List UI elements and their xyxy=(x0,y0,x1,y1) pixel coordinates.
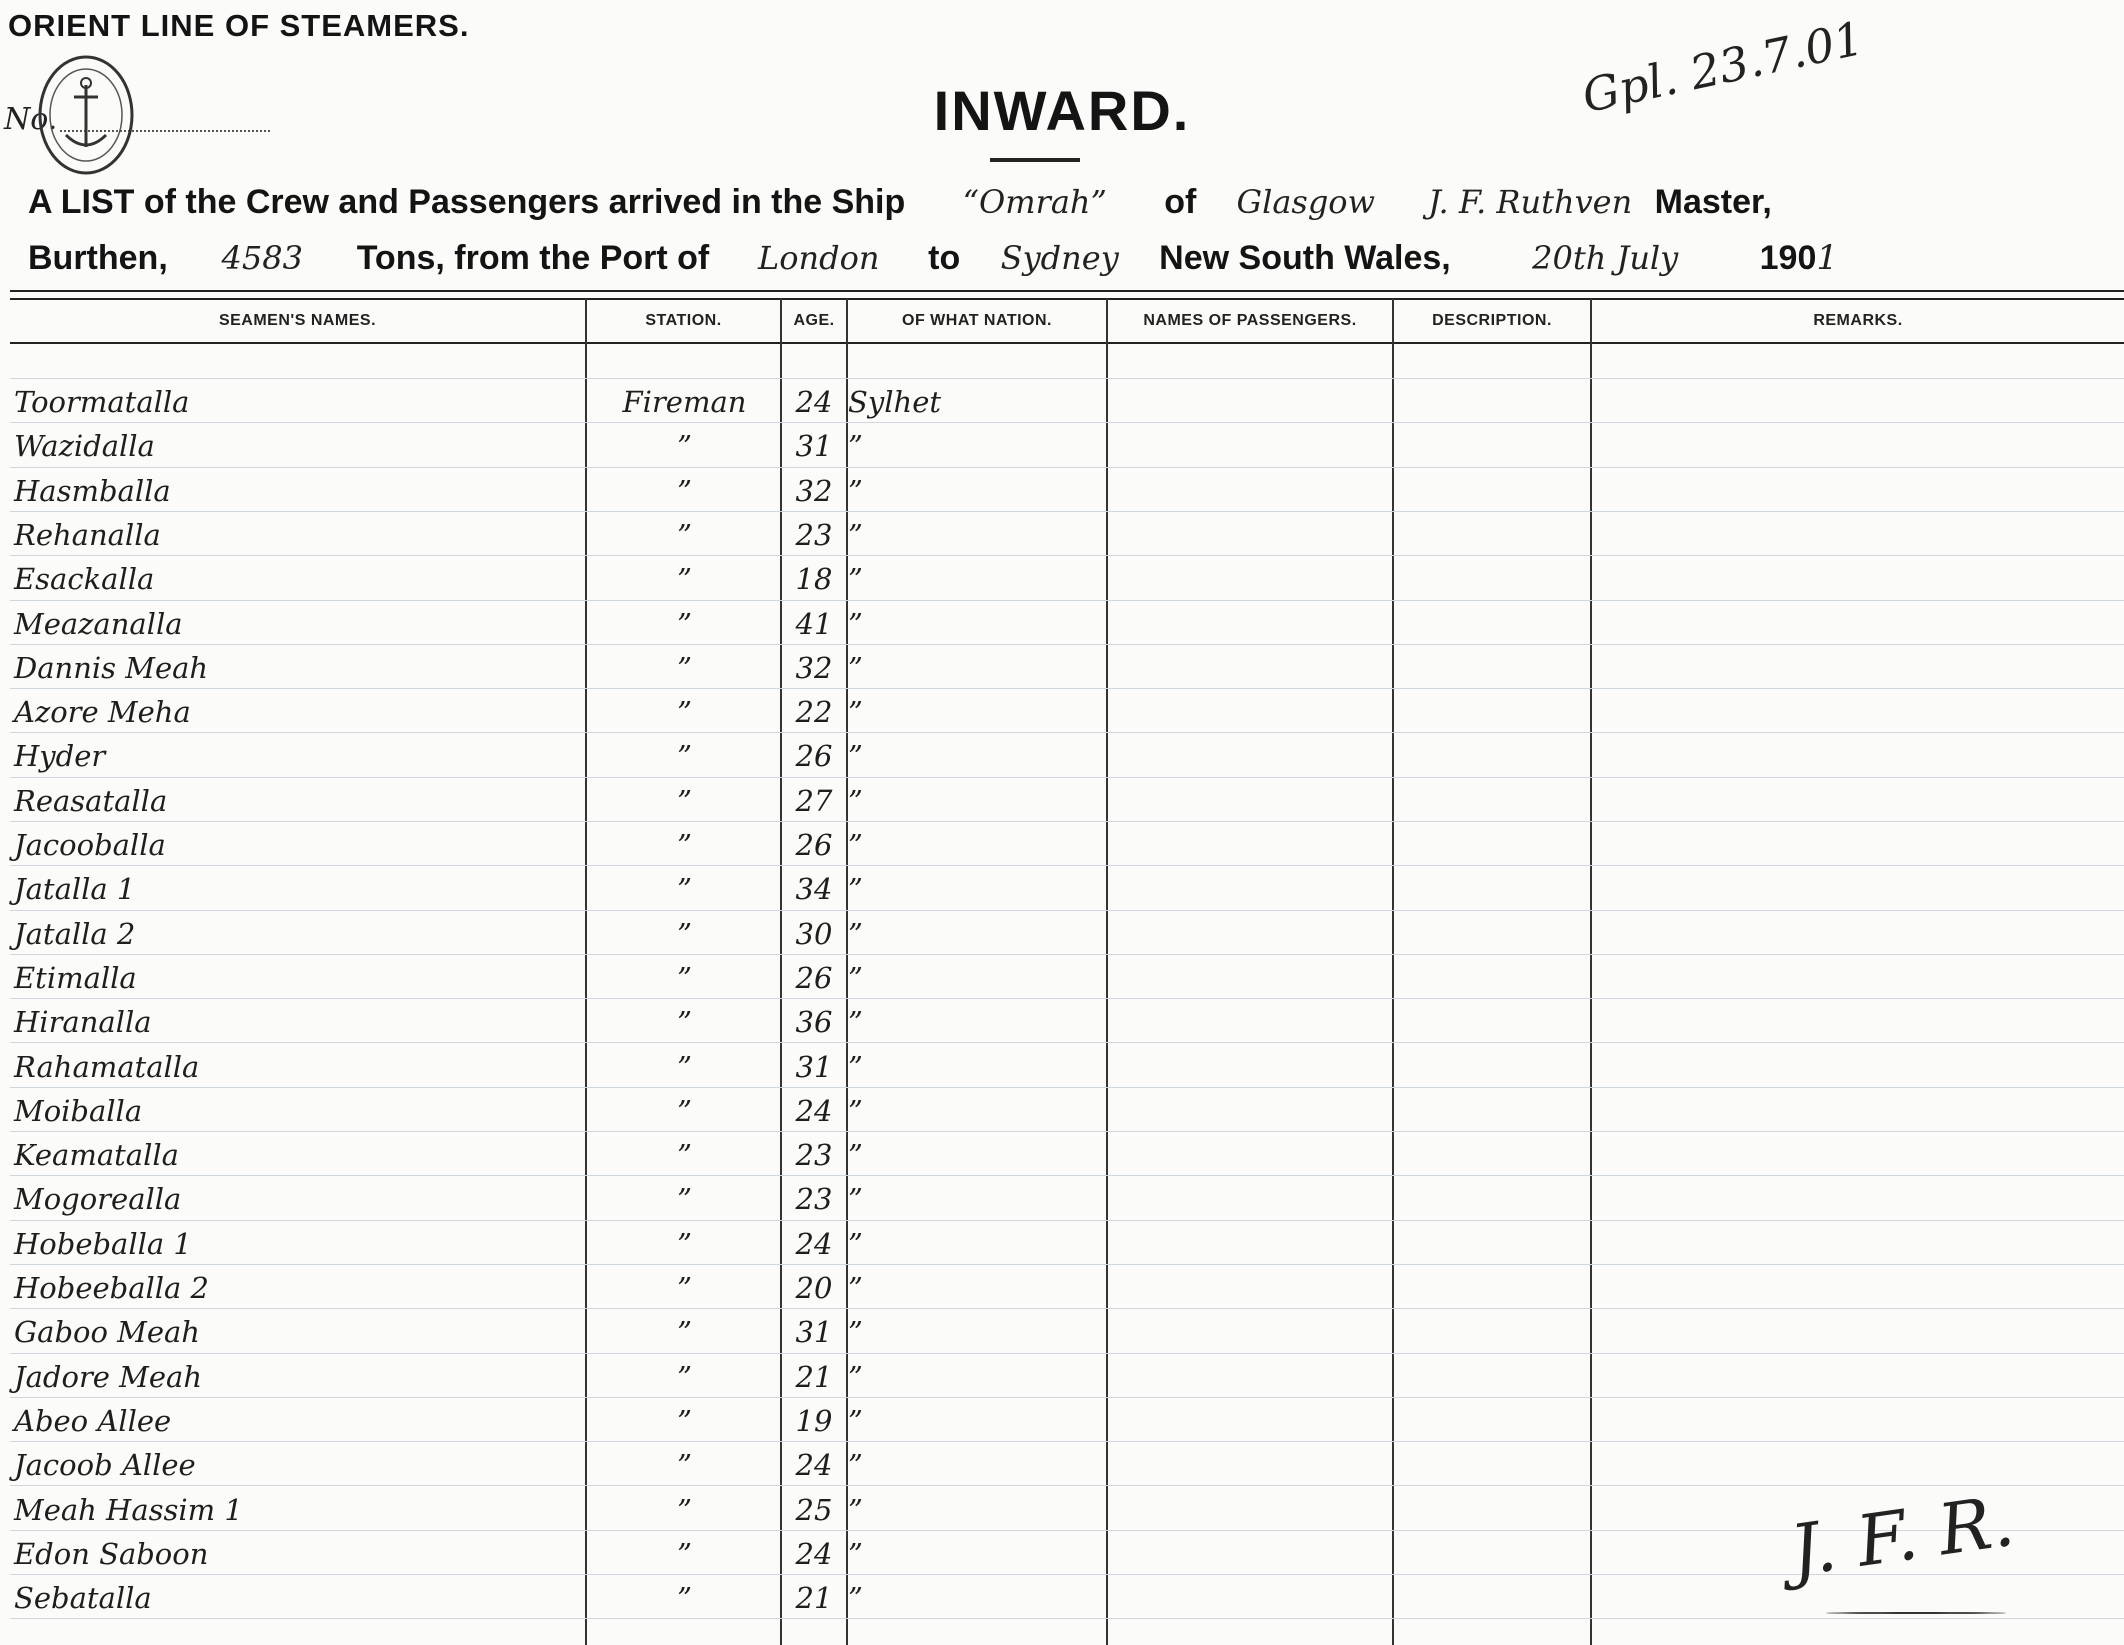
crew-nation: ” xyxy=(848,872,863,906)
crew-age: 21 xyxy=(795,1581,833,1615)
crew-station: ” xyxy=(677,1581,692,1615)
crew-station: ” xyxy=(677,474,692,508)
crew-nation: ” xyxy=(848,1227,863,1261)
crew-station: ” xyxy=(677,1227,692,1261)
crew-row xyxy=(0,516,2124,556)
crew-station: ” xyxy=(677,1315,692,1349)
crew-row xyxy=(0,1092,2124,1132)
company-name: ORIENT LINE OF STEAMERS. xyxy=(8,8,470,43)
crew-station: ” xyxy=(677,518,692,552)
crew-name: Edon Saboon xyxy=(14,1537,209,1571)
crew-age: 31 xyxy=(795,1050,833,1084)
crew-station: ” xyxy=(677,828,692,862)
crew-name: Meah Hassim 1 xyxy=(14,1493,243,1527)
crew-age: 20 xyxy=(795,1271,833,1305)
crew-station: ” xyxy=(677,1448,692,1482)
to-label: to xyxy=(928,239,961,277)
crew-station: ” xyxy=(677,1537,692,1571)
crew-name: Rehanalla xyxy=(14,518,161,552)
crew-name: Toormatalla xyxy=(14,385,190,419)
crew-age: 26 xyxy=(795,739,833,773)
crew-name: Meazanalla xyxy=(14,607,183,641)
crew-row xyxy=(0,605,2124,645)
crew-station: ” xyxy=(677,1493,692,1527)
list-prefix: A LIST of the Crew and Passengers arrived in the Ship xyxy=(28,183,906,221)
crew-name: Hobeballa 1 xyxy=(14,1227,192,1261)
crew-nation: ” xyxy=(848,784,863,818)
crew-age: 24 xyxy=(795,1227,833,1261)
crew-row xyxy=(0,472,2124,512)
crew-nation: ” xyxy=(848,1537,863,1571)
crew-name: Jadore Meah xyxy=(14,1360,203,1394)
col-header-nation: OF WHAT NATION. xyxy=(902,312,1052,329)
crew-station: ” xyxy=(677,1404,692,1438)
arrival-date: 20th July xyxy=(1532,239,1679,277)
burthen-label: Burthen, xyxy=(28,239,168,277)
col-header-passengers: NAMES OF PASSENGERS. xyxy=(1143,312,1357,329)
tons-label: Tons, from the Port of xyxy=(356,239,710,277)
crew-nation: ” xyxy=(848,1581,863,1615)
crew-station: ” xyxy=(677,917,692,951)
crew-name: Jacooballa xyxy=(14,828,166,862)
crew-nation: ” xyxy=(848,828,863,862)
home-port: Glasgow xyxy=(1236,183,1375,221)
crew-nation: ” xyxy=(848,1138,863,1172)
crew-row xyxy=(0,383,2124,423)
crew-nation: ” xyxy=(848,1182,863,1216)
crew-row xyxy=(0,782,2124,822)
crew-row xyxy=(0,1313,2124,1353)
title-rule xyxy=(990,158,1080,162)
crew-row xyxy=(0,1402,2124,1442)
ledger-rule xyxy=(10,378,2124,379)
crew-age: 26 xyxy=(795,961,833,995)
signature-flourish xyxy=(1826,1612,2006,1614)
crew-row xyxy=(0,826,2124,866)
ship-name: “Omrah” xyxy=(962,183,1107,221)
crew-row xyxy=(0,1225,2124,1265)
crew-name: Jatalla 2 xyxy=(14,917,136,951)
crew-row xyxy=(0,1136,2124,1176)
number-label: No. xyxy=(4,102,58,137)
ledger-rule xyxy=(10,600,2124,601)
crew-name: Hobeeballa 2 xyxy=(14,1271,209,1305)
crew-age: 32 xyxy=(795,474,833,508)
crew-age: 19 xyxy=(795,1404,833,1438)
of-label: of xyxy=(1164,183,1197,221)
year-suffix: 1 xyxy=(1816,238,1839,278)
crew-station: ” xyxy=(677,1005,692,1039)
crew-name: Reasatalla xyxy=(14,784,168,818)
ledger-rule xyxy=(10,1220,2124,1221)
crew-row xyxy=(0,1269,2124,1309)
crew-age: 36 xyxy=(795,1005,833,1039)
crew-station: ” xyxy=(677,961,692,995)
crew-name: Etimalla xyxy=(14,961,137,995)
crew-age: 23 xyxy=(795,1138,833,1172)
crew-nation: ” xyxy=(848,695,863,729)
crew-age: 18 xyxy=(795,562,833,596)
crew-age: 27 xyxy=(795,784,833,818)
crew-station: ” xyxy=(677,1360,692,1394)
col-header-description: DESCRIPTION. xyxy=(1432,312,1552,329)
crew-row xyxy=(0,1358,2124,1398)
crew-station: ” xyxy=(677,1094,692,1128)
crew-nation: ” xyxy=(848,562,863,596)
crew-row xyxy=(0,1003,2124,1043)
crew-nation: ” xyxy=(848,1094,863,1128)
crew-nation: ” xyxy=(848,607,863,641)
crew-name: Hasmballa xyxy=(14,474,171,508)
crew-nation: ” xyxy=(848,474,863,508)
ledger-rule xyxy=(10,777,2124,778)
crew-name: Wazidalla xyxy=(14,429,155,463)
crew-age: 30 xyxy=(795,917,833,951)
crew-age: 25 xyxy=(795,1493,833,1527)
crew-station: ” xyxy=(677,1271,692,1305)
crew-station: ” xyxy=(677,739,692,773)
header-line-voyage xyxy=(28,238,1838,278)
crew-name: Mogorealla xyxy=(14,1182,182,1216)
crew-row xyxy=(0,427,2124,467)
crew-age: 24 xyxy=(795,1537,833,1571)
crew-name: Moiballa xyxy=(14,1094,143,1128)
crew-nation: ” xyxy=(848,429,863,463)
crew-row xyxy=(0,649,2124,689)
crew-age: 32 xyxy=(795,651,833,685)
crew-row xyxy=(0,737,2124,777)
crew-name: Sebatalla xyxy=(14,1581,152,1615)
crew-age: 34 xyxy=(795,872,833,906)
crew-station: ” xyxy=(677,651,692,685)
crew-nation: Sylhet xyxy=(848,385,942,419)
crew-age: 31 xyxy=(795,429,833,463)
crew-nation: ” xyxy=(848,1404,863,1438)
crew-age: 23 xyxy=(795,1182,833,1216)
crew-row xyxy=(0,560,2124,600)
crew-nation: ” xyxy=(848,961,863,995)
crew-nation: ” xyxy=(848,1005,863,1039)
crew-age: 24 xyxy=(795,385,833,419)
ledger-rule xyxy=(10,1353,2124,1354)
crew-nation: ” xyxy=(848,1360,863,1394)
crew-age: 26 xyxy=(795,828,833,862)
crew-row xyxy=(0,959,2124,999)
crew-name: Azore Meha xyxy=(14,695,191,729)
crew-station: ” xyxy=(677,607,692,641)
crew-age: 23 xyxy=(795,518,833,552)
page-title: INWARD. xyxy=(933,79,1191,142)
crew-name: Jacoob Allee xyxy=(14,1448,196,1482)
crew-nation: ” xyxy=(848,1315,863,1349)
from-port: London xyxy=(757,239,880,277)
crew-nation: ” xyxy=(848,518,863,552)
table-top-rule-inner xyxy=(10,298,2124,300)
col-header-age: AGE. xyxy=(793,312,835,329)
state-label: New South Wales, xyxy=(1159,239,1451,277)
crew-name: Hyder xyxy=(14,739,106,773)
crew-station: ” xyxy=(677,872,692,906)
crew-age: 24 xyxy=(795,1448,833,1482)
crew-age: 21 xyxy=(795,1360,833,1394)
crew-age: 31 xyxy=(795,1315,833,1349)
crew-nation: ” xyxy=(848,917,863,951)
crew-name: Rahamatalla xyxy=(14,1050,200,1084)
crew-name: Jatalla 1 xyxy=(14,872,136,906)
crew-name: Hiranalla xyxy=(14,1005,152,1039)
crew-row xyxy=(0,1048,2124,1088)
crew-age: 24 xyxy=(795,1094,833,1128)
crew-name: Dannis Meah xyxy=(14,651,209,685)
crew-nation: ” xyxy=(848,651,863,685)
table-header-rule xyxy=(10,342,2124,344)
crew-row xyxy=(0,870,2124,910)
crew-nation: ” xyxy=(848,739,863,773)
col-header-seamen: SEAMEN'S NAMES. xyxy=(218,312,377,329)
master-name: J. F. Ruthven xyxy=(1428,183,1633,221)
col-header-remarks: REMARKS. xyxy=(1813,312,1903,329)
crew-nation: ” xyxy=(848,1050,863,1084)
crew-name: Esackalla xyxy=(14,562,155,596)
crew-station: ” xyxy=(677,1138,692,1172)
crew-name: Gaboo Meah xyxy=(14,1315,200,1349)
year-prefix: 190 xyxy=(1759,239,1817,277)
office-initials-annotation: Gpl. 23.7.01 xyxy=(1577,10,1869,124)
crew-station: ” xyxy=(677,1050,692,1084)
master-signature: J. F. R. xyxy=(1785,1479,2019,1593)
crew-row xyxy=(0,1446,2124,1486)
crew-row xyxy=(0,915,2124,955)
crew-station: ” xyxy=(677,429,692,463)
crew-age: 22 xyxy=(795,695,833,729)
crew-age: 41 xyxy=(795,607,833,641)
crew-station: ” xyxy=(677,695,692,729)
crew-nation: ” xyxy=(848,1448,863,1482)
crew-name: Abeo Allee xyxy=(14,1404,172,1438)
col-header-station: STATION. xyxy=(645,312,722,329)
master-label: Master, xyxy=(1654,183,1772,221)
burthen-tons: 4583 xyxy=(221,239,303,277)
ledger-rule xyxy=(10,910,2124,911)
ledger-rule xyxy=(10,467,2124,468)
crew-row xyxy=(0,693,2124,733)
crew-nation: ” xyxy=(848,1271,863,1305)
crew-station: ” xyxy=(677,784,692,818)
crew-station: Fireman xyxy=(622,385,747,419)
crew-station: ” xyxy=(677,562,692,596)
table-top-rule xyxy=(10,290,2124,292)
crew-name: Keamatalla xyxy=(14,1138,179,1172)
header-line-ship xyxy=(28,183,1772,222)
crew-row xyxy=(0,1180,2124,1220)
crew-nation: ” xyxy=(848,1493,863,1527)
to-port: Sydney xyxy=(1000,239,1119,277)
crew-station: ” xyxy=(677,1182,692,1216)
